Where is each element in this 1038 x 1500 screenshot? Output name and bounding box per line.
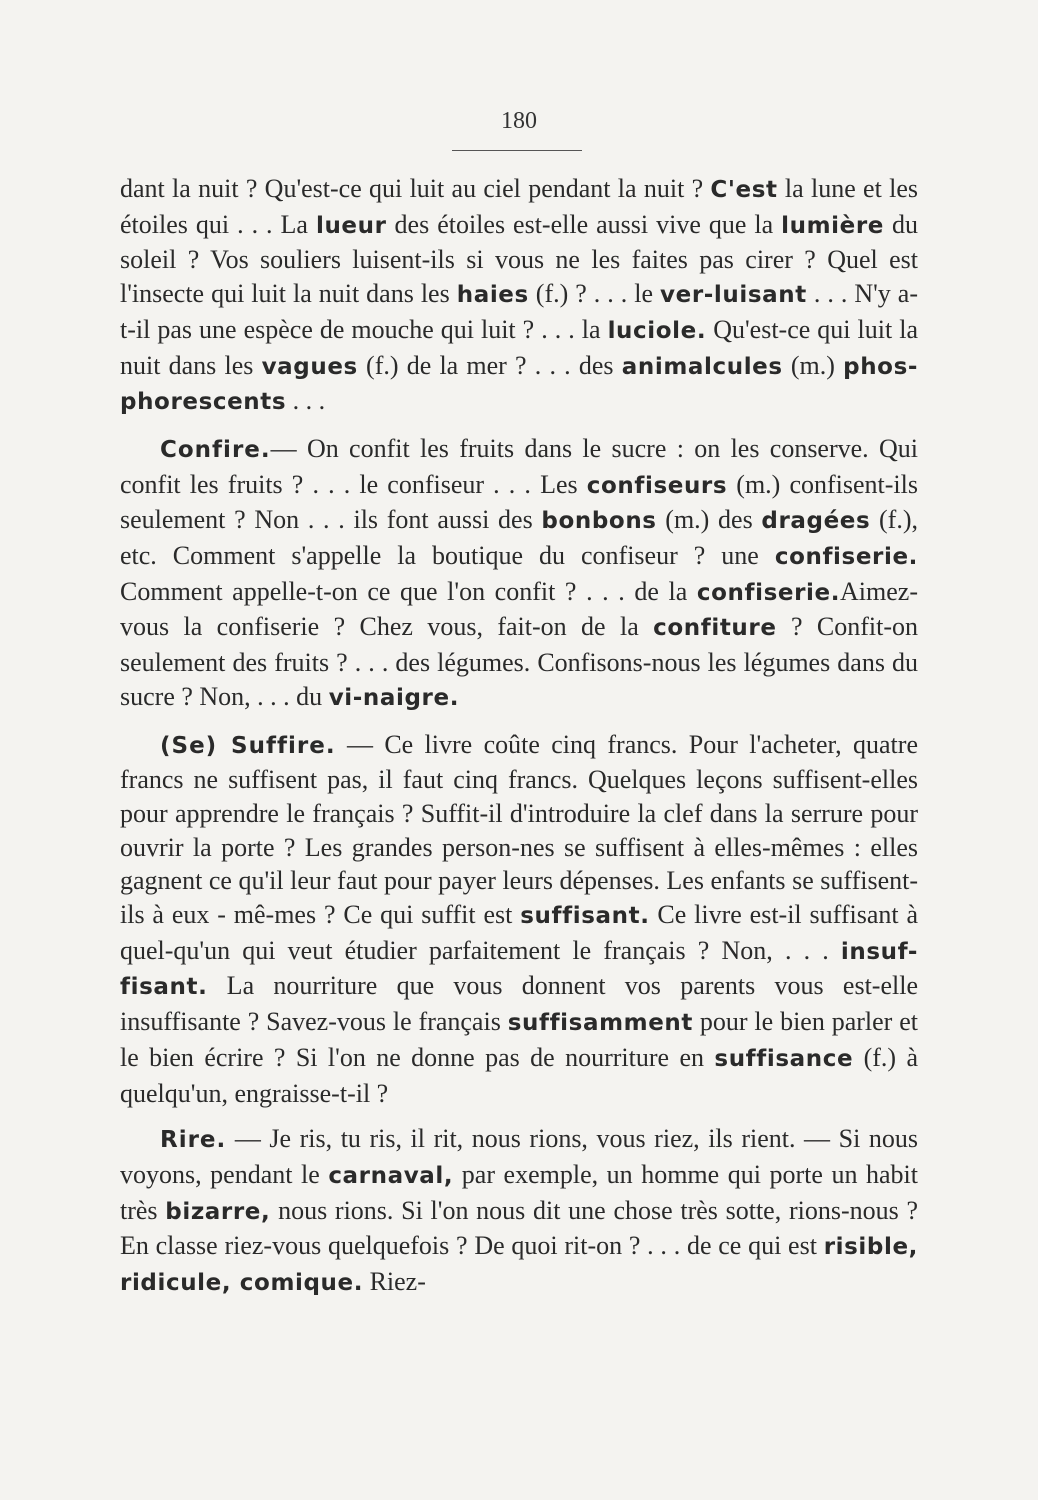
bold-term: C'est [710, 177, 778, 203]
text-run: dant la nuit ? Qu'est-ce qui luit au ciel pendant la nuit ? [120, 174, 711, 203]
text-run: pour le bien parler et le bien écrire ? Si l'on ne donne pas de nourriture en [120, 1007, 918, 1072]
text-run: ? Confit-on seulement des fruits ? . . . des légumes. Confisons-nous les légumes dans du sucre ? Non, . . . du [120, 612, 918, 711]
text-run: Comment appelle-t-on ce que l'on confit ? . . . de la [120, 576, 697, 606]
bold-term: confiserie. [774, 544, 918, 571]
bold-term: phos-phorescents [120, 353, 918, 416]
text-run: du soleil ? Vos souliers luisent-ils si vous ne les faites pas cirer ? Quel est l'insecte qui luit la nuit dans les [120, 209, 919, 309]
page-number: 180 [501, 108, 537, 134]
text-run: (f.) ? . . . le [528, 279, 661, 309]
bold-term: confiseurs [586, 472, 728, 499]
text-run: . . . [286, 386, 326, 416]
entry-headword: Confire. [160, 436, 271, 463]
text-run: (f.) à quelqu'un, engraisse-t-il ? [120, 1042, 919, 1108]
text-run: des étoiles est-elle aussi vive que la [386, 209, 782, 239]
text-run: — Ce livre coûte cinq francs. Pour l'acheter, quatre francs ne suffisent pas, il faut cinq francs. Quelques leçons suffisent-elles pour apprendre le français ? Suffit-il d'introduire la clef dans la serrure pour ouvrir la porte ? Les grandes person-nes se suffisent à elles-mêmes : elles gagnent ce qu'il leur faut pour payer leurs dépenses. Les enfants se suffisent-ils à eux - mê-mes ? Ce qui suffit est [120, 729, 918, 930]
text-run: la lune et les étoiles qui . . . La [120, 174, 918, 239]
text-run: (f.), etc. Comment s'appelle la boutique du confiseur ? une [120, 505, 918, 571]
bold-term: vagues [261, 353, 358, 380]
entry-headword: (Se) Suffire. [160, 732, 336, 759]
text-run: — Je ris, tu ris, il rit, nous rions, vous riez, ils rient. — Si nous voyons, pendant le [120, 1124, 918, 1189]
bold-term: confiture [653, 615, 777, 642]
text-run: (f.) de la mer ? . . . des [357, 350, 622, 380]
text-run: Qu'est-ce qui luit la nuit dans les [120, 314, 918, 380]
bold-term: luciole. [607, 317, 707, 344]
bold-term: ver-luisant [660, 282, 807, 309]
text-run: (m.) confisent-ils seulement ? Non . . . ils font aussi des [120, 469, 918, 535]
bold-term: bizarre, [165, 1198, 271, 1225]
bold-term: suffisant. [520, 903, 650, 930]
bold-term: carnaval, [328, 1162, 454, 1189]
paragraph-p1 [120, 172, 918, 420]
paragraph-p4 [120, 1122, 918, 1301]
bold-term: risible, ridicule, comique. [120, 1234, 918, 1297]
text-run: — On confit les fruits dans le sucre : on les conserve. Qui confit les fruits ? . . . le confiseur . . . Les [120, 433, 918, 499]
text-run: La nourriture que vous donnent vos parents vous est-elle insuffisante ? Savez-vous le français [120, 971, 918, 1037]
bold-term: bonbons [541, 508, 657, 535]
bold-term: vi-naigre. [328, 684, 460, 711]
bold-term: lumière [781, 212, 885, 239]
entry-headword: Rire. [160, 1127, 227, 1154]
bold-term: animalcules [621, 353, 783, 380]
bold-term: suffisance [714, 1045, 854, 1072]
bold-term: confiserie. [696, 579, 841, 606]
bold-term: lueur [315, 212, 387, 239]
bold-term: dragées [761, 508, 871, 535]
page-number-rule [452, 150, 582, 151]
text-run: (m.) des [656, 505, 762, 535]
text-run: Aimez-vous la confiserie ? Chez vous, fait-on de la [120, 576, 918, 642]
body-text [120, 172, 918, 1301]
text-run: . . . N'y a-t-il pas une espèce de mouche qui luit ? . . . la [120, 279, 918, 344]
paragraph-p3 [120, 728, 918, 1111]
text-run: nous rions. Si l'on nous dit une chose très sotte, rions-nous ? En classe riez-vous quelquefois ? De quoi rit-on ? . . . de ce qui est [120, 1195, 918, 1261]
bold-term: haies [456, 282, 529, 309]
text-run: (m.) [782, 350, 844, 380]
bold-term: insuf-fisant. [120, 938, 918, 1001]
text-run: Riez- [363, 1267, 426, 1297]
paragraph-p2 [120, 432, 918, 716]
bold-term: suffisamment [507, 1010, 693, 1037]
text-run: Ce livre est-il suffisant à quel-qu'un qui veut étudier parfaitement le français ? Non, . . . [120, 900, 919, 965]
text-run: par exemple, un homme qui porte un habit très [120, 1159, 919, 1225]
